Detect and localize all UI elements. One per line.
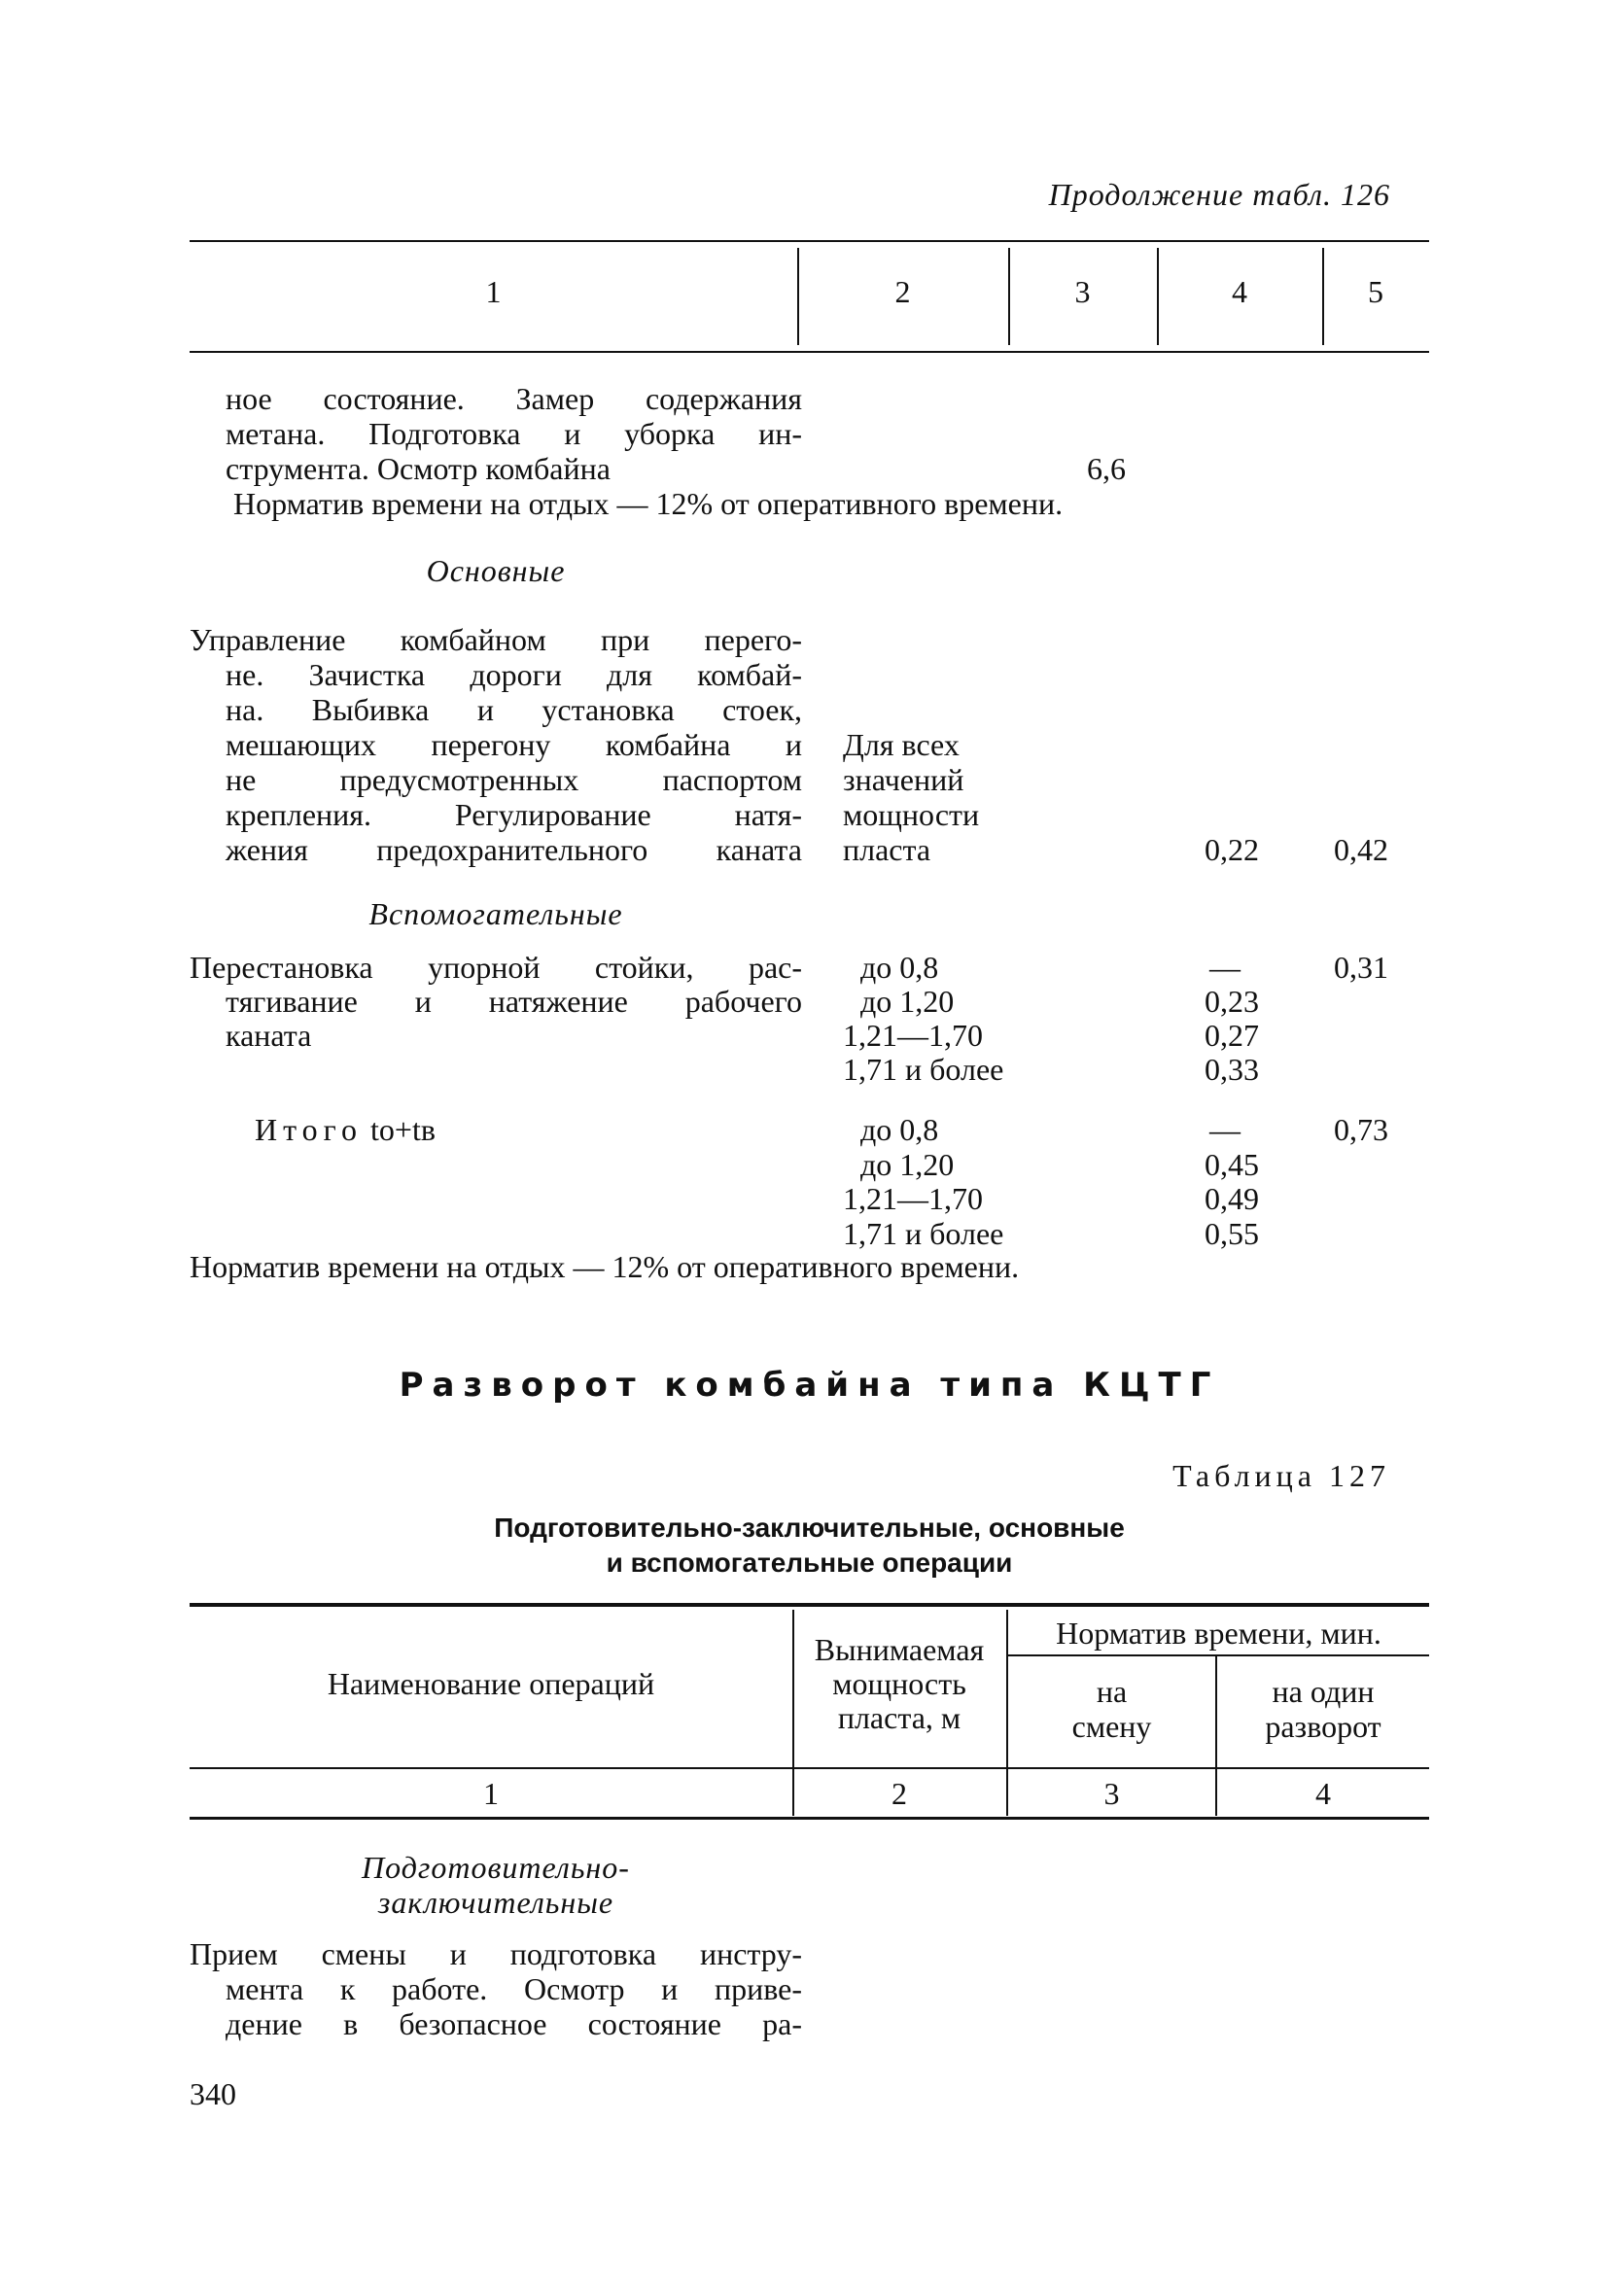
column-number: 3 (1103, 1776, 1120, 1811)
per-shift-value: 0,49 (1205, 1181, 1259, 1216)
per-shift-value: 0,23 (1205, 984, 1259, 1019)
per-shift-value: 0,33 (1205, 1052, 1259, 1087)
thickness-text: пласта (843, 832, 931, 867)
section-title: Подготовительно- (362, 1850, 630, 1885)
total-formula: tо+tв (370, 1112, 436, 1147)
operation-text: на. Выбивка и установка стоек, (226, 692, 802, 727)
operation-text: метана. Подготовка и уборка ин- (226, 416, 802, 451)
column-header-operations: Наименование операций (327, 1666, 655, 1701)
per-shift-value: 0,45 (1205, 1147, 1259, 1182)
operation-text: струмента. Осмотр комбайна (226, 451, 611, 486)
table-rule (190, 1603, 1429, 1607)
section-title: Вспомогательные (368, 896, 623, 931)
operation-text: Перестановка упорной стойки, рас- (190, 950, 802, 985)
thickness: 1,21—1,70 (843, 1018, 983, 1053)
section-title: Основные (426, 553, 566, 588)
per-shift-value: 0,22 (1205, 832, 1259, 867)
operation-text: Управление комбайном при перего- (190, 622, 802, 657)
operation-text: жения предохранительного каната (226, 832, 802, 867)
continuation-label: Продолжение табл. 126 (1048, 177, 1390, 212)
thickness-text: значений (843, 762, 964, 797)
thickness: до 1,20 (860, 1147, 955, 1182)
column-header: 1 (485, 274, 502, 309)
column-number: 2 (891, 1776, 907, 1811)
column-header-thickness: Вынимаемая (814, 1632, 985, 1667)
operation-text: Прием смены и подготовка инстру- (190, 1936, 802, 1971)
operation-text: мешающих перегону комбайна и (226, 727, 802, 762)
thickness-text: Для всех (843, 727, 960, 762)
column-header-per-turn: разворот (1265, 1709, 1381, 1744)
thickness: 1,71 и более (843, 1216, 1004, 1251)
operation-text: мента к работе. Осмотр и приве- (226, 1971, 802, 2006)
column-header: 5 (1368, 274, 1383, 309)
table-rule (190, 351, 1429, 353)
column-header: 3 (1074, 274, 1091, 309)
per-shift-value: 0,27 (1205, 1018, 1259, 1053)
per-turn-value: 0,42 (1334, 832, 1388, 867)
per-shift-value: 0,55 (1205, 1216, 1259, 1251)
column-header: 4 (1232, 274, 1247, 309)
operation-text: не. Зачистка дороги для комбай- (226, 657, 802, 692)
operation-text: крепления. Регулирование натя- (226, 797, 802, 832)
table-rule (190, 1817, 1429, 1820)
column-header-per-turn: на один (1272, 1674, 1375, 1709)
table-caption: и вспомогательные операции (606, 1548, 1013, 1578)
thickness-text: мощности (843, 797, 980, 832)
column-header-norm: Норматив времени, мин. (1056, 1616, 1381, 1651)
table-rule (190, 240, 1429, 242)
thickness: до 0,8 (860, 1112, 939, 1147)
column-header-per-shift: на (1096, 1674, 1128, 1709)
thickness: до 0,8 (860, 950, 939, 985)
per-turn-value: 0,73 (1334, 1112, 1388, 1147)
column-header: 2 (894, 274, 911, 309)
per-shift-value: — (1209, 1112, 1241, 1147)
per-shift-value: — (1209, 950, 1241, 985)
operation-text: не предусмотренных паспортом (226, 762, 802, 797)
column-header-per-shift: смену (1071, 1709, 1152, 1744)
column-number: 4 (1315, 1776, 1331, 1811)
table-label: Таблица 127 (1172, 1458, 1390, 1493)
rest-note: Норматив времени на отдых — 12% от оперативного времени. (233, 486, 1064, 521)
section-title: заключительные (377, 1885, 614, 1920)
section-heading: Разворот комбайна типа КЦТГ (399, 1366, 1220, 1405)
rest-note: Норматив времени на отдых — 12% от оперативного времени. (190, 1249, 1020, 1284)
per-turn-value: 0,31 (1334, 950, 1388, 985)
column-header-thickness: мощность (832, 1666, 966, 1701)
operation-text: дение в безопасное состояние ра- (226, 2006, 802, 2041)
operation-text: тягивание и натяжение рабочего (226, 984, 802, 1019)
total-word: Итого (255, 1112, 363, 1147)
thickness: до 1,20 (860, 984, 955, 1019)
thickness: 1,21—1,70 (843, 1181, 983, 1216)
table-rule (1008, 1654, 1429, 1656)
column-number: 1 (483, 1776, 499, 1811)
value: 6,6 (1087, 451, 1126, 486)
operation-text: каната (226, 1018, 312, 1053)
page-number: 340 (190, 2076, 236, 2111)
thickness: 1,71 и более (843, 1052, 1004, 1087)
table-rule (190, 1767, 1429, 1769)
total-label (255, 1112, 436, 1147)
operation-text: ное состояние. Замер содержания (226, 381, 802, 416)
table-caption: Подготовительно-заключительные, основные (494, 1513, 1125, 1543)
column-header-thickness: пласта, м (837, 1700, 961, 1735)
